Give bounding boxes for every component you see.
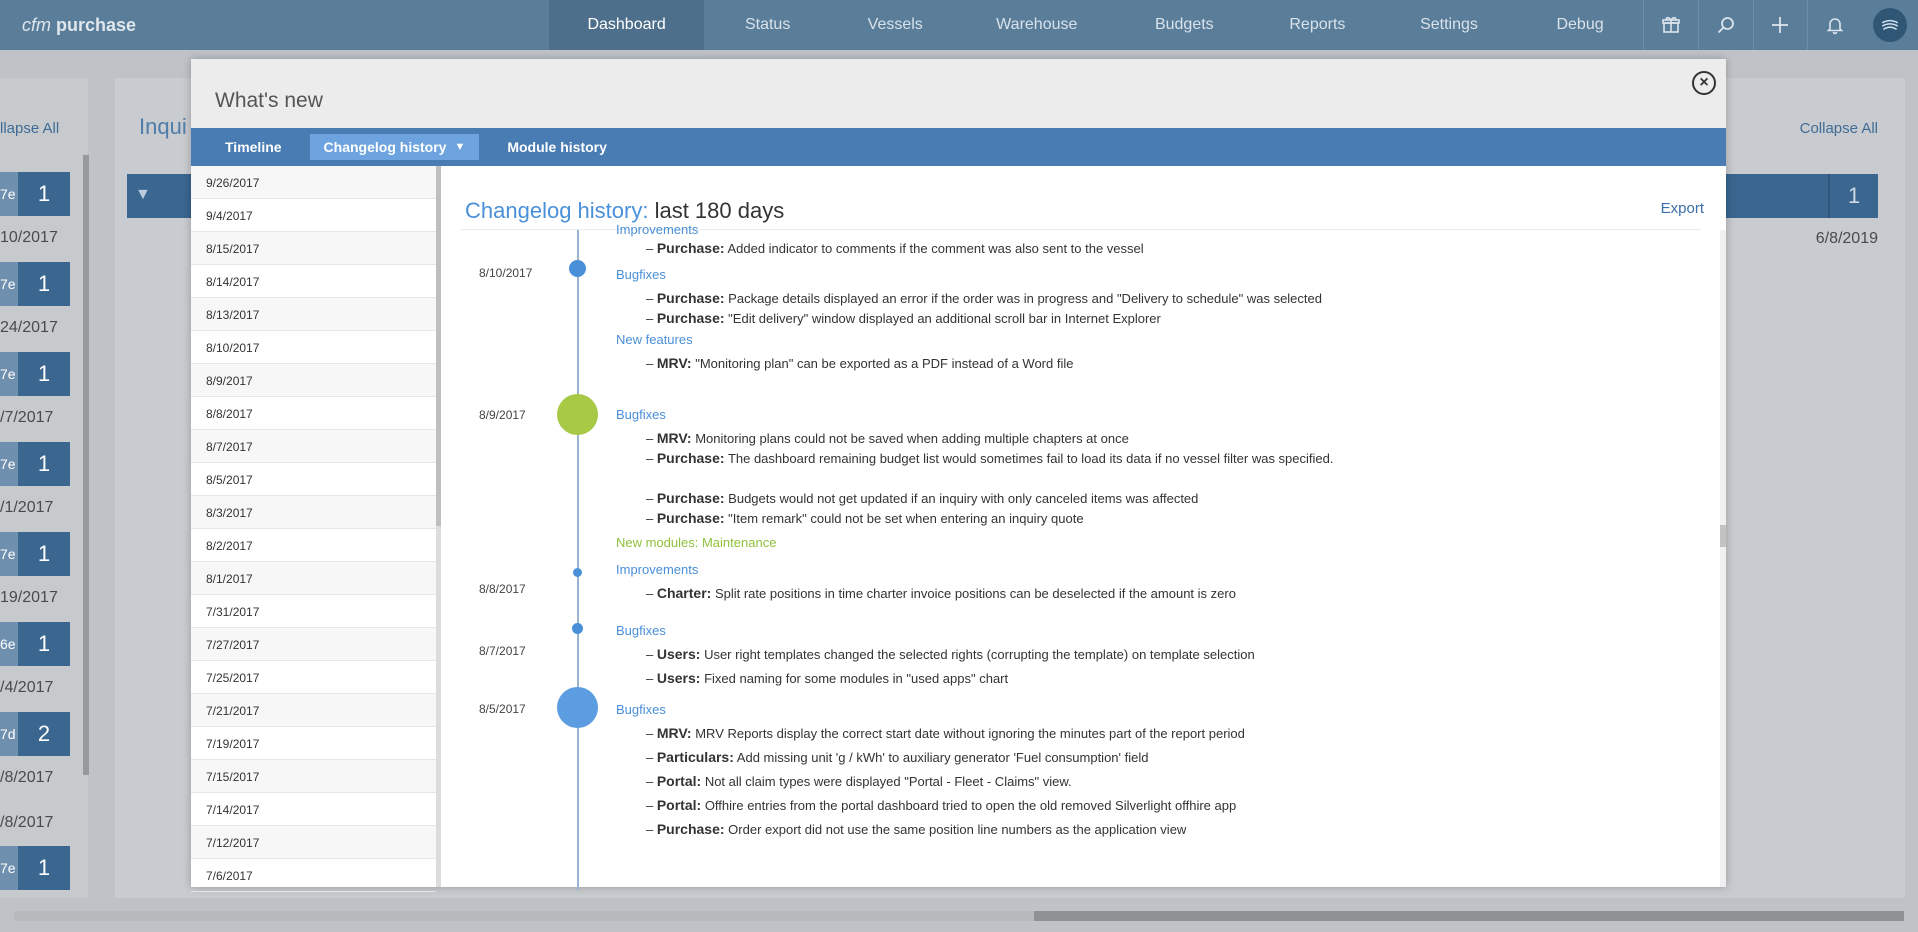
changelog-entry: – Charter: Split rate positions in time charter invoice positions can be deselected if the amount is zero — [646, 585, 1236, 601]
tab-module-history[interactable]: Module history — [507, 139, 607, 155]
date-list-item[interactable]: 8/5/2017 — [191, 463, 436, 496]
date-list-item[interactable]: 8/2/2017 — [191, 529, 436, 562]
close-icon[interactable]: × — [1692, 71, 1716, 95]
date-list-item[interactable]: 7/19/2017 — [191, 727, 436, 760]
entry-module: Purchase: — [656, 240, 725, 256]
changelog-entry: – Purchase: Order export did not use the same position line numbers as the application view — [646, 821, 1187, 837]
row-count: 1 — [37, 451, 51, 476]
date-list-item[interactable]: 7/31/2017 — [191, 595, 436, 628]
entry-module: Particulars: — [656, 749, 734, 765]
entry-text: "Edit delivery" window displayed an additional scroll bar in Internet Explorer — [728, 311, 1161, 326]
section-heading: New features — [616, 332, 693, 347]
date-list-item[interactable]: 7/27/2017 — [191, 628, 436, 661]
brand-prefix: cfm — [22, 14, 51, 35]
changelog-timeline — [441, 222, 1711, 887]
tab-changelog-history[interactable] — [310, 134, 480, 160]
date-list-item[interactable]: 8/7/2017 — [191, 430, 436, 463]
row-count: 1 — [37, 541, 51, 566]
row-date: /8/2017 — [0, 769, 54, 786]
entry-module: Portal: — [656, 797, 702, 813]
list-item[interactable] — [0, 172, 70, 216]
section-heading: Bugfixes — [616, 702, 666, 717]
list-item[interactable] — [0, 352, 70, 396]
entry-text: The dashboard remaining budget list would sometimes fail to load its data if no vessel filter was specified. — [727, 451, 1334, 466]
entry-module: Purchase: — [656, 490, 725, 506]
entry-module: MRV: — [656, 355, 692, 371]
row-tag: 7e — [0, 352, 18, 396]
tab-changelog-label: Changelog history — [323, 139, 447, 155]
top-navigation — [0, 0, 1918, 50]
row-tag: 7e — [0, 532, 18, 576]
timeline-date: 8/10/2017 — [479, 266, 533, 280]
plus-icon[interactable] — [1753, 0, 1808, 50]
timeline-dot-large — [557, 394, 598, 435]
dialog-header — [191, 59, 1726, 128]
timeline-dot-large — [557, 687, 598, 728]
timeline-dot-small — [573, 568, 582, 577]
timeline-dot — [569, 260, 586, 277]
row-tag: 7e — [0, 442, 18, 486]
entry-module: MRV: — [656, 725, 692, 741]
entry-module: Purchase: — [656, 310, 725, 326]
horizontal-scrollbar[interactable] — [14, 911, 1904, 921]
row-date: 19/2017 — [0, 589, 58, 606]
date-list-item[interactable]: 8/15/2017 — [191, 232, 436, 265]
dialog-title: What's new — [215, 89, 323, 112]
changelog-entry: – Users: Fixed naming for some modules in "used apps" chart — [646, 670, 1009, 686]
changelog-entry: – Portal: Not all claim types were displayed "Portal - Fleet - Claims" view. — [646, 773, 1072, 789]
company-logo[interactable] — [1862, 8, 1918, 42]
entry-module: Purchase: — [656, 821, 725, 837]
entry-text: Budgets would not get updated if an inquiry with only canceled items was affected — [728, 491, 1199, 506]
row-count: 1 — [37, 855, 51, 880]
expand-triangle-icon[interactable]: ▼ — [135, 186, 151, 203]
caret-down-icon: ▼ — [454, 141, 466, 153]
app-brand[interactable] — [0, 15, 549, 36]
date-list-item[interactable]: 7/25/2017 — [191, 661, 436, 694]
row-count: 1 — [37, 631, 51, 656]
date-list-item[interactable]: 8/13/2017 — [191, 298, 436, 331]
list-item[interactable] — [0, 712, 70, 756]
row-date: /7/2017 — [0, 409, 54, 426]
logo-wave-icon — [1873, 8, 1907, 42]
list-item[interactable] — [0, 846, 70, 890]
timeline-line — [577, 230, 579, 890]
section-heading-new-modules: New modules: Maintenance — [616, 535, 777, 550]
changelog-entry: – MRV: "Monitoring plan" can be exported as a PDF instead of a Word file — [646, 355, 1074, 371]
entry-text: Split rate positions in time charter invoice positions can be deselected if the amount is zero — [714, 586, 1236, 601]
date-list-item[interactable]: 7/12/2017 — [191, 826, 436, 859]
search-icon[interactable] — [1698, 0, 1753, 50]
gift-icon[interactable] — [1643, 0, 1698, 50]
section-heading: Bugfixes — [616, 623, 666, 638]
row-tag: 6e — [0, 622, 18, 666]
timeline-date: 8/5/2017 — [479, 702, 526, 716]
list-item[interactable] — [0, 262, 70, 306]
nav-status[interactable]: Status — [744, 16, 791, 33]
horizontal-scrollbar-thumb[interactable] — [1034, 911, 1904, 921]
section-heading: Bugfixes — [616, 267, 666, 282]
dialog-tab-bar — [191, 128, 1726, 166]
entry-module: Charter: — [656, 585, 712, 601]
entry-text: Package details displayed an error if the order was in progress and "Delivery to schedule" was selected — [728, 291, 1322, 306]
inquiries-heading: Inqui — [139, 114, 187, 139]
section-heading: Improvements — [616, 222, 699, 237]
nav-warehouse[interactable]: Warehouse — [996, 16, 1078, 33]
nav-vessels[interactable]: Vessels — [867, 16, 923, 33]
entry-text: Added indicator to comments if the comment was also sent to the vessel — [727, 241, 1144, 256]
changelog-date-list — [191, 166, 436, 887]
date-list-item[interactable]: 8/8/2017 — [191, 397, 436, 430]
entry-module: MRV: — [656, 430, 692, 446]
changelog-entry: – MRV: Monitoring plans could not be saved when adding multiple chapters at once — [646, 430, 1129, 446]
entry-text: Not all claim types were displayed "Portal - Fleet - Claims" view. — [704, 774, 1072, 789]
section-heading: Improvements — [616, 562, 699, 577]
date-list-item[interactable]: 8/14/2017 — [191, 265, 436, 298]
timeline-date: 8/7/2017 — [479, 644, 526, 658]
date-list-item[interactable]: 9/26/2017 — [191, 166, 436, 199]
entry-text: "Item remark" could not be set when entering an inquiry quote — [728, 511, 1084, 526]
row-count: 1 — [37, 181, 51, 206]
changelog-scrollbar[interactable] — [1720, 230, 1726, 887]
collapse-all-right[interactable]: Collapse All — [1799, 120, 1878, 137]
entry-text: Add missing unit 'g / kWh' to auxiliary generator 'Fuel consumption' field — [736, 750, 1149, 765]
changelog-entry: – Purchase: "Edit delivery" window displayed an additional scroll bar in Internet Explorer — [646, 310, 1161, 326]
entry-text: "Monitoring plan" can be exported as a PDF instead of a Word file — [695, 356, 1074, 371]
entry-text: Order export did not use the same position line numbers as the application view — [728, 822, 1187, 837]
timeline-date: 8/8/2017 — [479, 582, 526, 596]
date-list-item[interactable]: 8/1/2017 — [191, 562, 436, 595]
list-item[interactable] — [0, 532, 70, 576]
nav-dashboard[interactable]: Dashboard — [549, 0, 704, 50]
row-count: 2 — [37, 721, 51, 746]
section-heading: Bugfixes — [616, 407, 666, 422]
changelog-entry: – Purchase: "Item remark" could not be set when entering an inquiry quote — [646, 510, 1084, 526]
row-count: 1 — [37, 271, 51, 296]
date-list-item[interactable]: 7/14/2017 — [191, 793, 436, 826]
entry-text: User right templates changed the selected rights (corrupting the template) on template selection — [704, 647, 1255, 662]
nav-reports[interactable]: Reports — [1289, 16, 1346, 33]
timeline-dot-small — [572, 623, 583, 634]
timeline-date: 8/9/2017 — [479, 408, 526, 422]
entry-module: Purchase: — [656, 450, 725, 466]
date-list-item[interactable]: 7/6/2017 — [191, 859, 436, 892]
right-group-count: 1 — [1828, 174, 1878, 218]
export-link[interactable]: Export — [1660, 200, 1704, 217]
row-date: /1/2017 — [0, 499, 54, 516]
entry-text: Fixed naming for some modules in "used apps" chart — [704, 671, 1009, 686]
entry-module: Users: — [656, 646, 701, 662]
date-list-item[interactable]: 7/15/2017 — [191, 760, 436, 793]
whats-new-dialog — [191, 59, 1726, 887]
background-scrollbar[interactable] — [83, 155, 89, 775]
changelog-entry: – Purchase: Budgets would not get updated if an inquiry with only canceled items was affected — [646, 490, 1199, 506]
row-date: /4/2017 — [0, 679, 54, 696]
brand-name: purchase — [56, 14, 137, 35]
tab-timeline[interactable]: Timeline — [225, 139, 282, 155]
entry-module: Users: — [656, 670, 701, 686]
row-count: 1 — [37, 361, 51, 386]
changelog-scrollbar-thumb[interactable] — [1720, 525, 1726, 547]
nav-debug[interactable]: Debug — [1556, 16, 1604, 33]
panel-title-range: last 180 days — [654, 198, 785, 223]
row-tag: 7e — [0, 846, 18, 890]
panel-title — [465, 198, 784, 224]
row-date: 10/2017 — [0, 229, 58, 246]
date-list-item[interactable]: 8/3/2017 — [191, 496, 436, 529]
list-item[interactable] — [0, 442, 70, 486]
row-date: 24/2017 — [0, 319, 58, 336]
changelog-entry: – MRV: MRV Reports display the correct start date without ignoring the minutes part of the report period — [646, 725, 1245, 741]
collapse-all-left[interactable]: llapse All — [0, 120, 60, 137]
changelog-entry: – Portal: Offhire entries from the portal dashboard tried to open the old removed Silverlight offhire app — [646, 797, 1237, 813]
nav-settings[interactable]: Settings — [1420, 16, 1478, 33]
date-list-item[interactable]: 7/21/2017 — [191, 694, 436, 727]
date-list-item[interactable]: 8/9/2017 — [191, 364, 436, 397]
entry-text: Offhire entries from the portal dashboard tried to open the old removed Silverlight offhire app — [704, 798, 1237, 813]
entry-module: Portal: — [656, 773, 702, 789]
changelog-panel — [441, 166, 1726, 887]
changelog-entry: – Purchase: Added indicator to comments if the comment was also sent to the vessel — [646, 240, 1144, 256]
date-list-item[interactable]: 8/10/2017 — [191, 331, 436, 364]
entry-module: Purchase: — [656, 510, 725, 526]
row-tag: 7e — [0, 262, 18, 306]
row-tag: 7e — [0, 172, 18, 216]
changelog-entry: – Purchase: The dashboard remaining budget list would sometimes fail to load its data if no vessel filter was specified. — [646, 450, 1334, 466]
entry-module: Purchase: — [656, 290, 725, 306]
changelog-entry: – Particulars: Add missing unit 'g / kWh' to auxiliary generator 'Fuel consumption' field — [646, 749, 1149, 765]
entry-text: Monitoring plans could not be saved when adding multiple chapters at once — [695, 431, 1129, 446]
right-group-date: 6/8/2019 — [1815, 230, 1878, 247]
changelog-entry: – Users: User right templates changed the selected rights (corrupting the template) on template selection — [646, 646, 1255, 662]
nav-budgets[interactable]: Budgets — [1154, 16, 1214, 33]
bell-icon[interactable] — [1807, 0, 1862, 50]
date-list-item[interactable]: 9/4/2017 — [191, 199, 436, 232]
list-item[interactable] — [0, 622, 70, 666]
row-tag: 7d — [0, 712, 18, 756]
entry-text: MRV Reports display the correct start date without ignoring the minutes part of the report period — [695, 726, 1245, 741]
changelog-entry: – Purchase: Package details displayed an error if the order was in progress and "Delivery to schedule" was selected — [646, 290, 1322, 306]
row-date: /8/2017 — [0, 814, 54, 831]
panel-title-main: Changelog history: — [465, 198, 649, 223]
